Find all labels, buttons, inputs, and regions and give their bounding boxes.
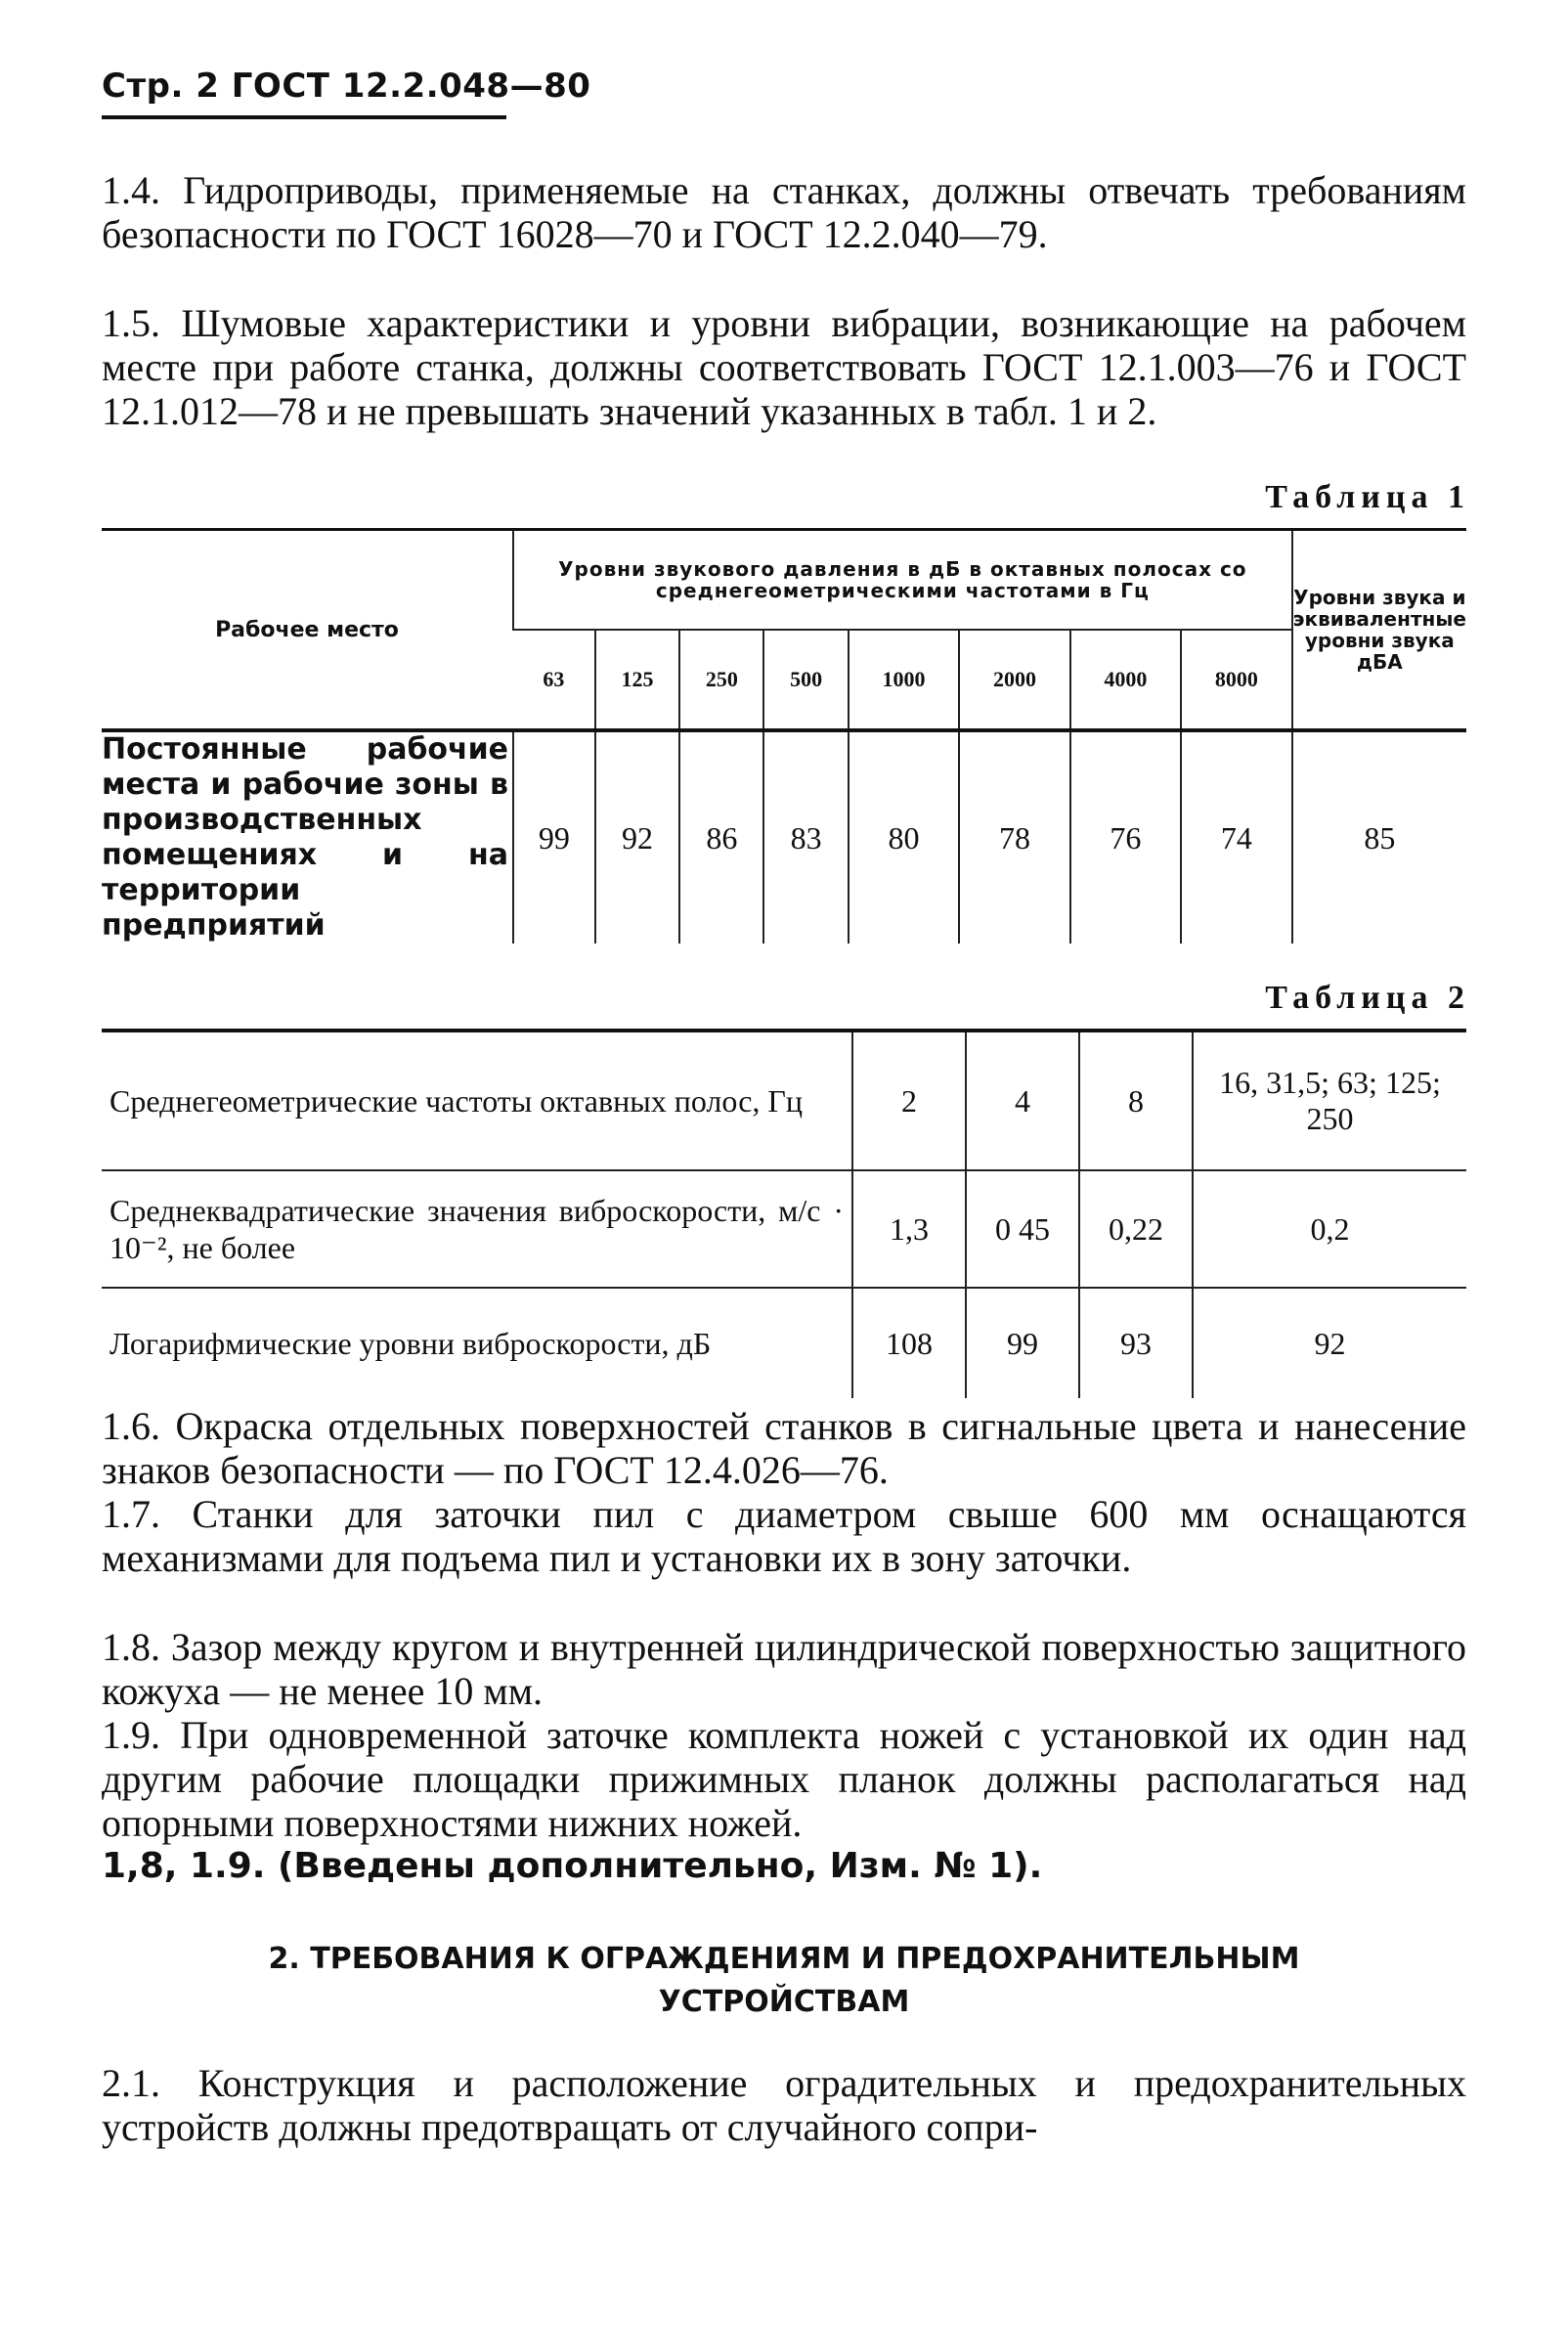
value-cell: 76 (1070, 730, 1181, 944)
value-cell: 0,2 (1193, 1170, 1466, 1288)
noise-table (102, 528, 1466, 944)
vibration-table (102, 1029, 1466, 1398)
table-row (102, 1170, 1466, 1288)
paragraph-1-5: 1.5. Шумовые характеристики и уровни вибрации, возникающие на рабочем месте при работе станка, должны соответствовать ГОСТ 12.1.003—76 и ГОСТ 12.1.012—78 и не превышать значений указанных в табл. 1 и 2. (102, 301, 1466, 433)
value-cell: 92 (595, 730, 679, 944)
value-cell: 0 45 (966, 1170, 1079, 1288)
freq-header: 4000 (1070, 630, 1181, 730)
table1-caption: Таблица 1 (1265, 479, 1470, 515)
paragraph-1-9: 1.9. При одновременной заточке комплекта ножей с установкой их один над другим рабочие площадки прижимных планок должны располагаться над опорными поверхностями нижних ножей. (102, 1713, 1466, 1845)
value-cell: 92 (1193, 1288, 1466, 1398)
header-rule (102, 115, 506, 119)
section-title (102, 1938, 1466, 2024)
paragraph-1-8: 1.8. Зазор между кругом и внутренней цилиндрической поверхностью защитного кожуха — не менее 10 мм. (102, 1625, 1466, 1713)
amendment-note: 1,8, 1.9. (Введены дополнительно, Изм. № 1). (102, 1846, 1043, 1886)
value-cell: 93 (1079, 1288, 1193, 1398)
value-cell: 0,22 (1079, 1170, 1193, 1288)
table-row (102, 730, 1466, 944)
table-row (102, 1288, 1466, 1398)
freq-header: 125 (595, 630, 679, 730)
paragraph-1-6: 1.6. Окраска отдельных поверхностей станков в сигнальные цвета и нанесение знаков безопасности — по ГОСТ 12.4.026—76. (102, 1404, 1466, 1492)
standard-number: ГОСТ 12.2.048—80 (231, 66, 591, 106)
value-cell: 86 (679, 730, 763, 944)
row-label: Среднегеометрические частоты октавных полос, Гц (102, 1031, 852, 1170)
paragraph-1-4: 1.4. Гидроприводы, применяемые на станках, должны отвечать требованиям безопасности по ГОСТ 16028—70 и ГОСТ 12.2.040—79. (102, 168, 1466, 256)
value-cell: 74 (1181, 730, 1292, 944)
value-cell: 8 (1079, 1031, 1193, 1170)
row-label: Логарифмические уровни виброскорости, дБ (102, 1288, 852, 1398)
table2-caption: Таблица 2 (1265, 980, 1470, 1016)
freq-header: 8000 (1181, 630, 1292, 730)
row-label: Среднеквадратические значения виброскорости, м/с · 10⁻², не более (102, 1170, 852, 1288)
paragraph-1-7: 1.7. Станки для заточки пил с диаметром свыше 600 мм оснащаются механизмами для подъема пил и установки их в зону заточки. (102, 1492, 1466, 1580)
freq-header: 500 (763, 630, 848, 730)
value-cell: 80 (849, 730, 959, 944)
page-header (102, 66, 590, 106)
value-cell: 2 (852, 1031, 966, 1170)
value-cell: 4 (966, 1031, 1079, 1170)
freq-header: 1000 (849, 630, 959, 730)
page-number: Стр. 2 (102, 66, 220, 106)
value-cell: 99 (513, 730, 595, 944)
section-title-line-1: 2. ТРЕБОВАНИЯ К ОГРАЖДЕНИЯМ И ПРЕДОХРАНИТЕЛЬНЫМ (268, 1942, 1300, 1976)
place-header: Рабочее место (102, 530, 513, 731)
sound-pressure-header: Уровни звукового давления в дБ в октавных полосах со среднегеометрическими частотами в Гц (513, 530, 1292, 631)
value-cell: 83 (763, 730, 848, 944)
sound-level-header: Уровни звука и эквивалентные уровни звука дБА (1292, 530, 1466, 731)
value-cell: 16, 31,5; 63; 125; 250 (1193, 1031, 1466, 1170)
freq-header: 63 (513, 630, 595, 730)
value-cell: 1,3 (852, 1170, 966, 1288)
workplace-cell: Постоянные рабочие места и рабочие зоны в производственных помещениях и на территории предприятий (102, 730, 513, 944)
value-cell: 78 (959, 730, 1069, 944)
freq-header: 2000 (959, 630, 1069, 730)
table-row (102, 1031, 1466, 1170)
section-title-line-2: УСТРОЙСТВАМ (658, 1985, 910, 2019)
value-cell: 108 (852, 1288, 966, 1398)
paragraph-2-1: 2.1. Конструкция и расположение оградительных и предохранительных устройств должны предотвращать от случайного сопри- (102, 2061, 1466, 2149)
level-cell: 85 (1292, 730, 1466, 944)
freq-header: 250 (679, 630, 763, 730)
value-cell: 99 (966, 1288, 1079, 1398)
